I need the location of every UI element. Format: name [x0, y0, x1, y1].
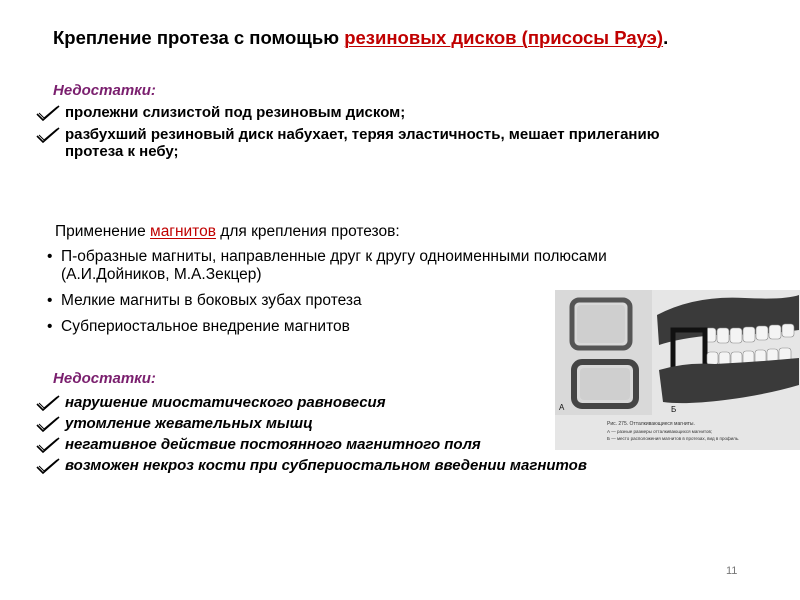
checkmark-icon	[35, 436, 61, 454]
disadvantages-list-2	[35, 394, 685, 479]
figure-caption-3: Б — место расположения магнитов в протезах, вид в профиль.	[607, 436, 740, 441]
checkmark-icon	[35, 394, 61, 412]
figure-label-a: А	[559, 403, 565, 412]
list-item: разбухший резиновый диск набухает, теряя эластичность, мешает прилеганию протеза к небу;	[35, 126, 695, 160]
figure-caption-1: Рис. 275. Отталкивающиеся магниты.	[607, 421, 695, 427]
checkmark-icon	[35, 415, 61, 433]
title-highlight: резиновых дисков (присосы Рауэ)	[344, 27, 664, 48]
list-item: пролежни слизистой под резиновым диском;	[35, 104, 695, 121]
magnets-highlight: магнитов	[150, 223, 216, 240]
checkmark-icon	[35, 104, 61, 122]
list-item: утомление жевательных мышц	[35, 415, 685, 432]
checkmark-icon	[35, 457, 61, 475]
bullet-item: • П-образные магниты, направленные друг к другу одноименными полюсами (А.И.Дойников, М.А.Зекцер)	[47, 248, 707, 284]
figure-label-b: Б	[671, 405, 677, 414]
checkmark-icon	[35, 126, 61, 144]
list-item: негативное действие постоянного магнитного поля	[35, 436, 685, 453]
disadvantages-heading-1: Недостатки:	[53, 82, 156, 99]
bullet-item: • Мелкие магниты в боковых зубах протеза	[47, 292, 541, 310]
title-suffix: .	[663, 27, 669, 48]
disadvantages-heading-2: Недостатки:	[53, 370, 156, 387]
disadvantages-list-1	[35, 104, 695, 165]
title-prefix: Крепление протеза с помощью	[53, 27, 345, 48]
slide-title	[53, 26, 733, 49]
bullet-item: • Субпериостальное внедрение магнитов	[47, 318, 541, 336]
page-number: 11	[726, 565, 738, 577]
list-item: нарушение миостатического равновесия	[35, 394, 685, 411]
magnets-subtitle: Применение магнитов для крепления протезов:	[55, 223, 400, 240]
list-item: возможен некроз кости при субпериостальном введении магнитов	[35, 457, 685, 474]
figure-caption-2: А — разные размеры отталкивающихся магнитов;	[607, 429, 713, 434]
